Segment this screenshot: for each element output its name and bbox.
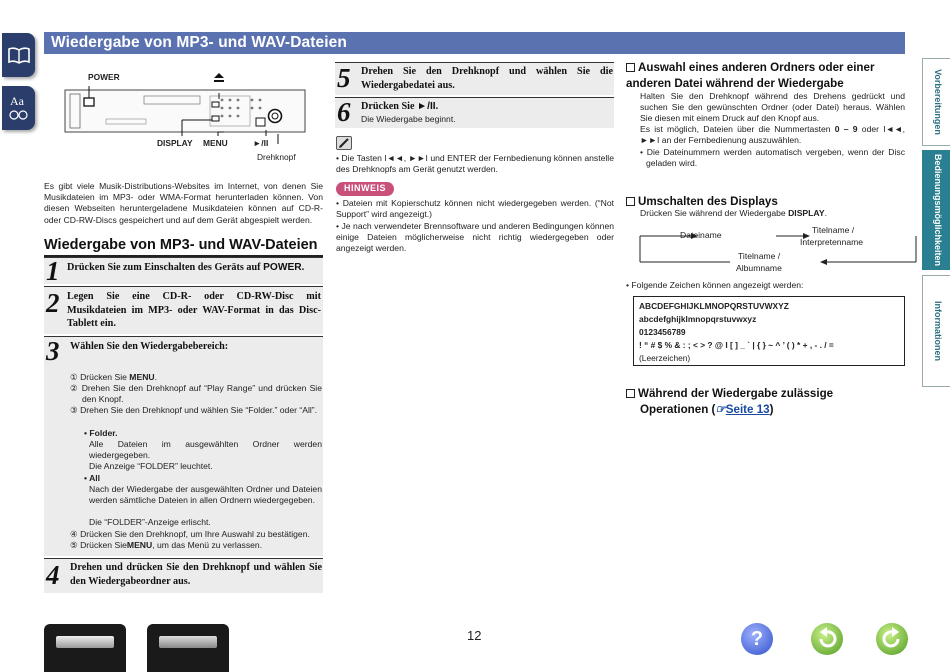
chars-lower: abcdefghijklmnopqrstuvwxyz [639,314,757,324]
display-text [640,208,905,219]
chars-symbols: ! “ # $ % & : ; < > ? @ I [ ] _ ` | { } ~ ^ ’ ( ) * + , - . / = [639,340,834,350]
back-button[interactable] [811,623,843,655]
text: Umschalten des Displays [638,195,778,208]
tip-text: • Die Tasten I◄◄, ►►I und ENTER der Fernbedienung können anstelle des Drehknopfs am Gerät genutzt werden. [336,153,614,175]
display-label: DISPLAY [157,138,193,148]
text: Drücken Sie während der Wiedergabe [640,208,789,218]
heading-operations [626,386,911,417]
forward-button[interactable] [876,623,908,655]
number-keys-text [640,124,905,146]
page-title: Wiedergabe von MP3- und WAV-Dateien [44,32,905,54]
product-thumbnail-1[interactable] [44,624,126,672]
text: oder I◄◄, ►►I an der Fernbedienung auszuwählen. [640,124,905,146]
power-key: POWER [263,262,302,273]
text: Es ist möglich, Dateien über die Nummertasten [640,124,835,134]
note-1: • Dateien mit Kopierschutz können nicht wiedergegeben werden. (“Not Support” wird angezeigt.) [336,198,614,220]
back-arrow-icon [811,623,843,655]
menu-label: MENU [203,138,228,148]
heading-other-folder [626,60,911,91]
step-3-item-4: ④ Drücken Sie den Drehknopf, um Ihre Auswahl zu bestätigen. [70,529,310,539]
text: Drücken Sie [361,101,418,112]
pencil-icon [336,136,352,150]
chars-digits: 0123456789 [639,327,686,337]
all-text: Nach der Wiedergabe der ausgewählten Ordner und Dateien werden sämtliche Dateien in allen Ordnern wiedergegeben. [89,484,322,506]
step-number: 1 [46,256,60,286]
tab-label: Vorbereitungen [932,69,943,135]
section-title: Wiedergabe von MP3- und WAV-Dateien [44,237,318,253]
step-3-item-3: ③ Drehen Sie den Drehknopf und wählen Sie “Folder.” oder “All”. [70,405,318,415]
flow-titelname-1: Titelname / [812,225,855,235]
tab-informationen[interactable] [922,275,950,387]
flow-dateiname: Dateiname [680,230,722,240]
display-key: DISPLAY [788,208,825,218]
page-number: 12 [467,628,482,643]
flow-albumname: Albumname [736,263,782,273]
power-label: POWER [88,72,120,82]
chars-intro: • Folgende Zeichen können angezeigt werden: [626,280,804,290]
pointer-hand-icon: ☞ [715,402,726,416]
forward-arrow-icon [876,623,908,655]
all-indicator-text: Die “FOLDER”-Anzeige erlischt. [89,517,211,527]
step-3-item-5 [70,540,322,551]
text: ) [769,402,774,416]
text: Während der Wiedergabe zulässige [638,387,834,400]
note-2: • Je nach verwendeter Brennsoftware und anderen Bedingungen können einige Dateien möglicherweise nicht richtig wiedergegeben oder angezeigt werden. [336,221,614,254]
step-6-text [361,100,613,114]
text: ① Drücken Sie [70,372,130,382]
flow-titelname-2: Titelname / [738,251,781,261]
text: Operationen ( [640,402,716,416]
folder-heading: • Folder. [84,428,118,438]
text: . [301,262,305,273]
menu-key: MENU [129,372,155,382]
step-3-text: Wählen Sie den Wiedergabebereich: [70,341,229,352]
chars-space: (Leerzeichen) [639,353,691,363]
menu-key: MENU [126,540,153,550]
step-5-text: Drehen Sie den Drehknopf und wählen Sie die Wiedergabedatei aus. [361,66,613,91]
step-3-item-1 [70,372,322,383]
hinweis-badge: HINWEIS [336,182,394,196]
step-1-text [67,261,323,275]
step-4-text: Drehen und drücken Sie den Drehknopf und wählen Sie den Wiedergabeordner aus. [70,562,322,587]
file-numbers-text: • Die Dateinummern werden automatisch vergeben, wenn der Disc geladen wird. [640,147,905,169]
play-pause-label: ►/II [253,138,269,148]
all-heading: • All [84,473,101,483]
step-number: 2 [46,288,60,318]
tab-vorbereitungen[interactable] [922,58,950,146]
text: Auswahl eines anderen Ordners oder einer anderen Datei während der Wiedergabe [626,61,875,90]
folder-text: Alle Dateien im ausgewählten Ordner werden wiedergegeben. [89,439,322,461]
text: . [154,372,157,382]
play-key: ►/II [417,101,436,112]
tab-label: Informationen [932,301,943,361]
font-size-icon[interactable] [2,86,35,130]
text: ⑤ Drücken Sie [70,540,127,550]
text: . [824,208,827,218]
folder-indicator-text: Die Anzeige “FOLDER” leuchtet. [89,461,213,471]
number-keys: 0 – 9 [834,124,858,134]
flow-interpret: Interpretenname [800,237,864,247]
intro-text: Es gibt viele Musik-Distributions-Websites im Internet, von denen Sie Musikdateien im MP3- oder WMA-Format herunterladen können. Von diesen Webseiten heruntergeladene Musikdateien können auf CD-R- oder CD-RW-Discs gespeichert und auf dem Gerät abgespielt werden. [44,181,323,225]
text: . [435,101,439,112]
seite-13-link[interactable]: Seite 13 [725,402,770,416]
step-6-sub: Die Wiedergabe beginnt. [361,114,456,124]
tab-label: Bedienungsmöglichkeiten [932,153,943,267]
step-number: 6 [337,97,351,127]
step-number: 3 [46,336,60,366]
svg-text:Aa: Aa [9,94,24,108]
step-number: 4 [46,560,60,590]
step-3-item-2: ② Drehen Sie den Drehknopf auf “Play Range” und drücken Sie den Knopf. [70,383,322,405]
character-box [633,296,905,366]
text: Drücken Sie zum Einschalten des Geräts auf [67,262,264,273]
question-icon: ? [750,628,764,650]
product-thumbnail-2[interactable] [147,624,229,672]
tab-bedienung[interactable] [922,150,950,270]
checkbox-icon [626,197,635,206]
step-2-text: Legen Sie eine CD-R- oder CD-RW-Disc mit Musikdateien im MP3- oder WAV-Format in das Disc-Tablett ein. [67,291,321,329]
knob-label: Drehknopf [257,152,296,162]
checkbox-icon [626,63,635,72]
other-folder-text: Halten Sie den Drehknopf während des Drehens gedrückt und suchen Sie den gewünschten Ordner (oder Datei) heraus. Wählen Sie diesen mit einem Druck auf den Knopf aus. [640,91,905,124]
step-number: 5 [337,63,351,93]
chars-upper: ABCDEFGHIJKLMNOPQRSTUVWXYZ [639,301,789,311]
eject-icon [214,73,224,83]
text: , um das Menü zu verlassen. [152,540,263,550]
book-icon[interactable] [2,33,35,77]
help-button[interactable] [741,623,773,655]
checkbox-icon [626,389,635,398]
